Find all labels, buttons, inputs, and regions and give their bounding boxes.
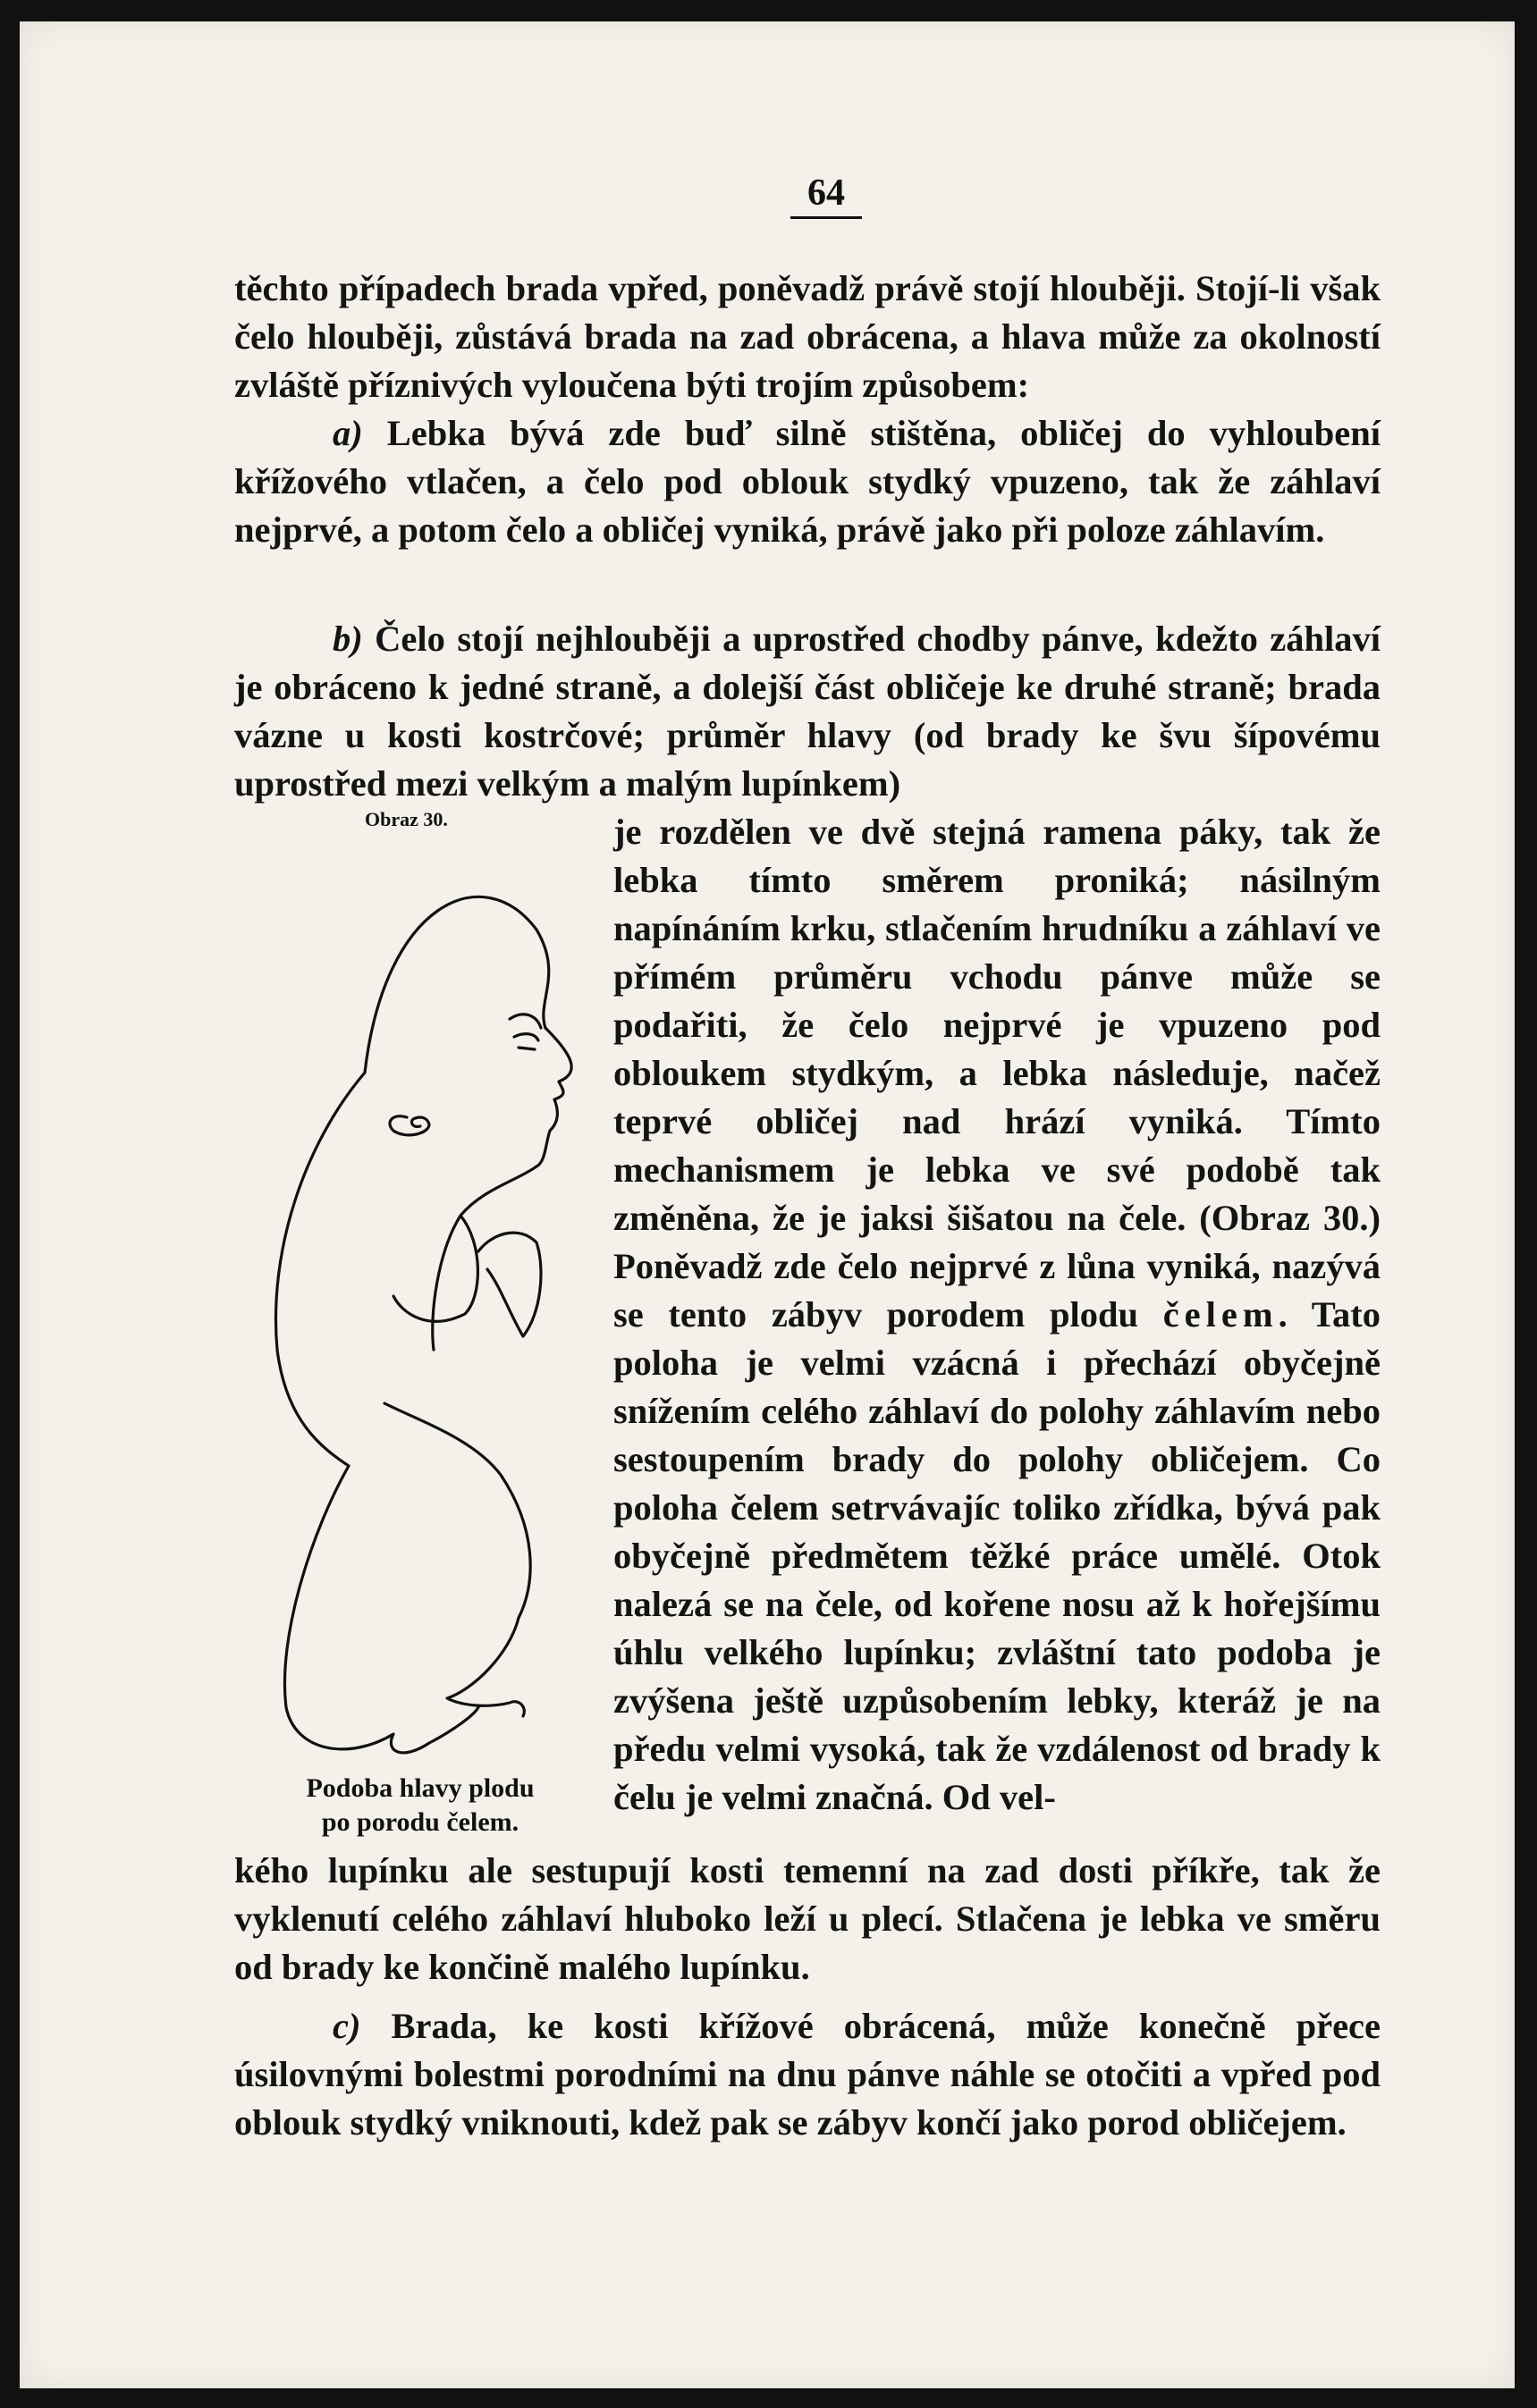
fetus-illustration <box>250 849 599 1770</box>
paragraph-a-marker: a) <box>333 413 363 453</box>
shoulder-arm <box>393 1166 536 1321</box>
paragraph-b-rest: kého lupínku ale sestupují kosti temenní na zad dosti příkře, tak že vyklenutí celého záhlaví hluboko leží u plecí. Stlačena je lebka ve směru od brady ke končině malého lupínku. <box>234 1850 1381 1987</box>
figure-caption <box>241 1772 599 1840</box>
paragraph-b-side-text-1: je rozdělen ve dvě stejná ramena páky, tak že lebka tímto směrem proniká; násilným napínáním krku, stlačením hrudníku a záhlaví ve přímém průměru vchodu pánve může se podařiti, že čelo nejprvé je vpuzeno pod obloukem stydkým, a lebka následuje, načež teprvé obličej nad hrází vyniká. Tímto mechanismem je lebka ve své podobě tak změněna, že je jaksi šišatou na čele. (Obraz 30.) Poněvadž zde čelo nejprvé z lůna vyniká, nazývá se tento zábyv porodem plodu <box>613 812 1381 1335</box>
paragraph-b-lead <box>234 615 1381 808</box>
paragraph-b-side <box>613 808 1381 1822</box>
paragraph-b-side-text-2: . Tato poloha je velmi vzácná i přechází obyčejně snížením celého záhlaví do polohy záhlavím nebo sestoupením brady do polohy obličejem. Co poloha čelem setrvávajíc toliko zřídka, bývá pak obyčejně předmětem těžké práce umělé. Otok nalezá se na čele, od kořene nosu až k hořejšímu úhlu velkého lupínku; zvláštní tato podoba je zvýšena ještě uzpůsobením lebky, kteráž je na předu velmi vysoká, tak že vzdálenost od brady k čelu je velmi značná. Od vel- <box>613 1294 1381 1817</box>
ear <box>390 1116 429 1135</box>
figure-caption-line2: po porodu čelem. <box>321 1807 519 1837</box>
hands <box>478 1233 541 1336</box>
face-profile <box>536 1028 571 1166</box>
foot <box>447 1618 524 1716</box>
paragraph-b-spaced-word: čelem <box>1162 1294 1279 1335</box>
paragraph-b-marker: b) <box>333 619 363 659</box>
paragraph-a <box>234 409 1381 554</box>
paragraph-intro: těchto případech brada vpřed, poněvadž právě stojí hlouběji. Stojí-li však čelo hlouběji, zůstává brada na zad obrácena, a hlava může za okolností zvláště příznivých vyloučena býti trojím způsobem: <box>234 268 1381 405</box>
toe <box>429 1707 478 1743</box>
paragraph-b-lead-text: Čelo stojí nejhlouběji a uprostřed chodby pánve, kdežto záhlaví je obráceno k jedné straně, a dolejší část obličeje ke druhé straně; brada vázne u kosti kostrčové; průměr hlavy (od brady ke švu šípovému uprostřed mezi velkým a malým lupínkem) <box>234 619 1381 804</box>
figure-caption-line1: Podoba hlavy plodu <box>306 1773 535 1803</box>
paragraph-c-text: Brada, ke kosti křížové obrácená, může konečně přece úsilovnými bolestmi porodními na dnu pánve náhle se otočiti a vpřed pod oblouk stydký vniknouti, kdež pak se zábyv končí jako porod obličejem. <box>234 2006 1381 2143</box>
torso-lines <box>384 1216 530 1618</box>
figure-label: Obraz 30. <box>365 808 448 830</box>
head-top <box>365 897 549 1073</box>
paragraph-c-marker: c) <box>333 2006 361 2046</box>
paragraph-a-text: Lebka bývá zde buď silně stištěna, obličej do vyhloubení křížového vtlačen, a čelo pod oblouk stydký vpuzeno, tak že záhlaví nejprvé, a potom čelo a obličej vyniká, právě jako při poloze záhlavím. <box>234 413 1381 550</box>
page-number: 64 <box>790 170 862 219</box>
fetus-drawing <box>250 849 599 1770</box>
eye-lines <box>510 1015 541 1049</box>
paragraph-c <box>234 2002 1381 2147</box>
